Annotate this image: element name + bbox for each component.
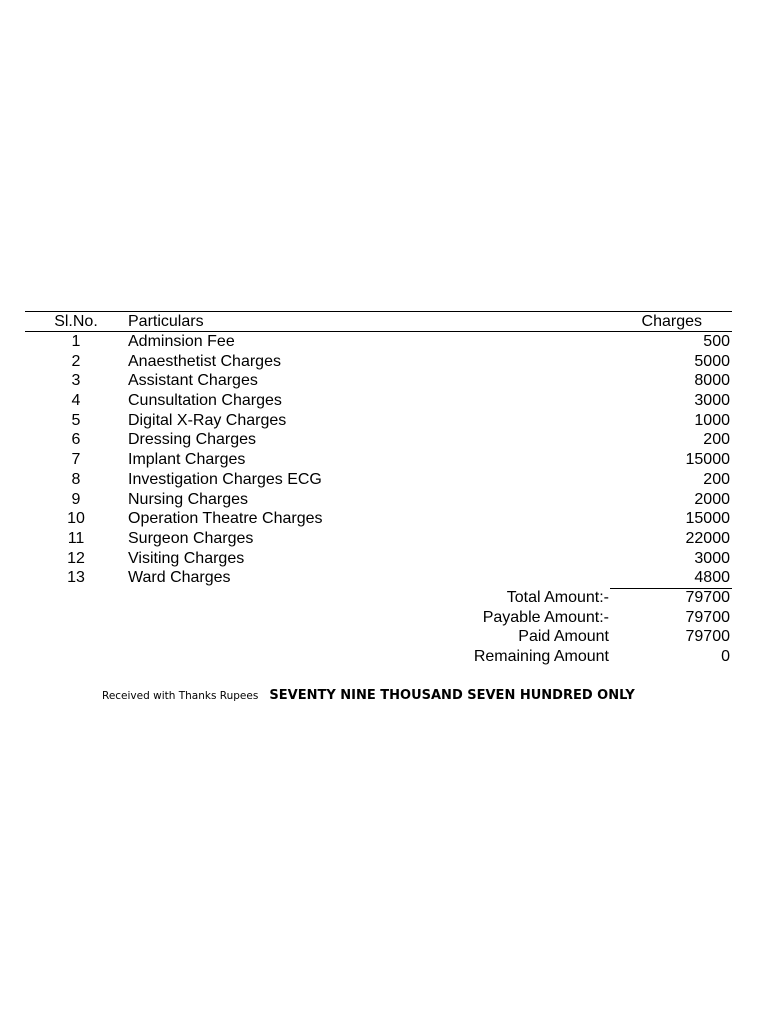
row-particular: Visiting Charges [128, 549, 245, 567]
row-charge: 4800 [694, 569, 730, 587]
row-charge: 5000 [694, 352, 730, 370]
row-particular: Implant Charges [128, 451, 246, 469]
row-charge: 200 [703, 431, 730, 449]
table-row [25, 568, 732, 588]
summary-label: Total Amount:- [506, 588, 609, 606]
row-charge: 3000 [694, 392, 730, 410]
item-rows [25, 332, 732, 588]
row-particular: Operation Theatre Charges [128, 510, 323, 528]
table-row [25, 430, 732, 450]
row-charge: 500 [703, 333, 730, 350]
row-sl-no: 12 [67, 549, 85, 567]
table-row [25, 391, 732, 411]
table-row [25, 450, 732, 470]
summary-value: 79700 [685, 588, 730, 606]
summary-value: 79700 [685, 608, 730, 626]
table-row [25, 411, 732, 431]
summary-label: Payable Amount:- [482, 608, 609, 626]
amount-in-words: SEVENTY NINE THOUSAND SEVEN HUNDRED ONLY [269, 688, 635, 703]
table-row [25, 470, 732, 490]
row-sl-no: 7 [71, 451, 81, 469]
header-charges: Charges [641, 313, 702, 330]
summary-row [25, 588, 732, 608]
row-particular: Digital X-Ray Charges [128, 411, 287, 429]
row-sl-no: 10 [67, 510, 85, 528]
row-sl-no: 5 [71, 411, 81, 429]
table-row [25, 549, 732, 569]
header-sl-no: Sl.No. [54, 313, 98, 330]
row-sl-no: 9 [71, 490, 81, 508]
row-sl-no: 13 [67, 569, 85, 587]
row-sl-no: 8 [71, 470, 81, 488]
summary-row [25, 608, 732, 628]
row-charge: 15000 [685, 510, 730, 528]
row-charge: 3000 [694, 549, 730, 567]
received-prefix: Received with Thanks Rupees [102, 690, 259, 702]
row-particular: Nursing Charges [128, 490, 249, 508]
row-sl-no: 3 [71, 372, 81, 390]
summary-value: 0 [721, 648, 730, 665]
row-particular: Assistant Charges [128, 372, 258, 390]
table-header-row [25, 312, 732, 332]
row-sl-no: 6 [71, 431, 81, 449]
row-particular: Dressing Charges [128, 431, 257, 449]
row-particular: Anaesthetist Charges [128, 352, 281, 370]
table-row [25, 490, 732, 510]
row-charge: 22000 [685, 529, 730, 547]
row-charge: 15000 [685, 451, 730, 469]
row-particular: Ward Charges [128, 569, 231, 587]
summary-label: Paid Amount [518, 628, 609, 646]
row-sl-no: 11 [67, 529, 85, 547]
header-particulars: Particulars [128, 313, 204, 330]
row-charge: 2000 [694, 490, 730, 508]
row-particular: Surgeon Charges [128, 529, 254, 547]
row-sl-no: 4 [71, 392, 81, 410]
row-sl-no: 1 [71, 333, 81, 350]
summary-row [25, 647, 732, 667]
summary-label: Remaining Amount [473, 648, 609, 665]
table-row [25, 332, 732, 352]
bill-table [25, 311, 732, 667]
table-row [25, 529, 732, 549]
table-row [25, 509, 732, 529]
summary-row [25, 627, 732, 647]
received-line [102, 684, 635, 703]
row-particular: Cunsultation Charges [128, 392, 282, 410]
row-sl-no: 2 [71, 352, 81, 370]
table-row [25, 371, 732, 391]
row-charge: 200 [703, 470, 730, 488]
row-particular: Investigation Charges ECG [128, 470, 322, 488]
summary-rows [25, 588, 732, 667]
summary-value: 79700 [685, 628, 730, 646]
table-row [25, 352, 732, 372]
row-particular: Adminsion Fee [128, 333, 235, 350]
row-charge: 8000 [694, 372, 730, 390]
row-charge: 1000 [694, 411, 730, 429]
